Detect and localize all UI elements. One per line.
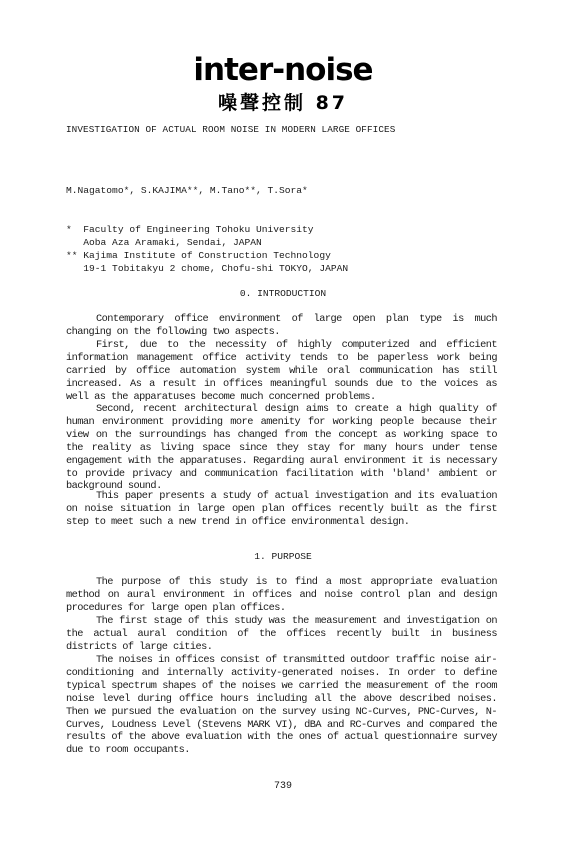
page-number: 739 bbox=[273, 781, 292, 792]
paragraph: This paper presents a study of actual investigation and its evaluation on noise situation in large open plan offices recently built as the first step to meet such a new trend in office environmental design. bbox=[66, 490, 497, 528]
section-heading-purpose: 1. PURPOSE bbox=[254, 551, 312, 562]
author-list: M.Nagatomo*, S.KAJIMA**, M.Tano**, T.Sora* bbox=[66, 185, 308, 196]
paragraph: Second, recent architectural design aims to create a high quality of human environment providing more amenity for working people because their view on the surroundings has changed from the concept as working space to the reality as living space since they stay for many hours under tense engagement with the apparatuses. Regarding aural environment it is necessary to provide privacy and communication facilitation with 'bland' ambient or background sound. bbox=[66, 403, 497, 493]
paragraph: The noises in offices consist of transmitted outdoor traffic noise air-conditioning and internally activity-generated noises. In order to define typical spectrum shapes of the noises we carried the measurement of the room noise level during office hours including all the above described noises. Then we pursued the evaluation on the survey using NC-Curves, PNC-Curves, N-Curves, Loudness Level (Stevens MARK VI), dBA and RC-Curves and compared the results of the above evaluation with the ones of actual questionnaire survey due to room occupants. bbox=[66, 654, 497, 757]
paper-title: INVESTIGATION OF ACTUAL ROOM NOISE IN MODERN LARGE OFFICES bbox=[66, 124, 396, 135]
conference-logo-subtitle: 噪聲控制 87 bbox=[217, 92, 349, 114]
affiliation-line: 19-1 Tobitakyu 2 chome, Chofu-shi TOKYO, JAPAN bbox=[66, 263, 349, 274]
affiliation-line: ** Kajima Institute of Construction Technology bbox=[66, 250, 331, 261]
paragraph: Contemporary office environment of large open plan type is much changing on the following two aspects. bbox=[66, 313, 497, 338]
paragraph: The purpose of this study is to find a most appropriate evaluation method on aural environment in offices and noise control plan and design procedures for large open plan offices. bbox=[66, 576, 497, 614]
affiliation-line: * Faculty of Engineering Tohoku University bbox=[66, 224, 314, 235]
conference-logo: inter-noise bbox=[193, 52, 373, 88]
paragraph: First, due to the necessity of highly computerized and efficient information management office activity tends to be paperless work being carried by office automation system while oral communication has still increased. As a result in offices meaningful sounds due to the voices as well as the apparatuses become much concerned problems. bbox=[66, 339, 497, 403]
affiliation-line: Aoba Aza Aramaki, Sendai, JAPAN bbox=[66, 237, 262, 248]
paragraph: The first stage of this study was the measurement and investigation on the actual aural condition of the offices recently built in business districts of large cities. bbox=[66, 615, 497, 653]
section-heading-introduction: 0. INTRODUCTION bbox=[239, 288, 327, 299]
